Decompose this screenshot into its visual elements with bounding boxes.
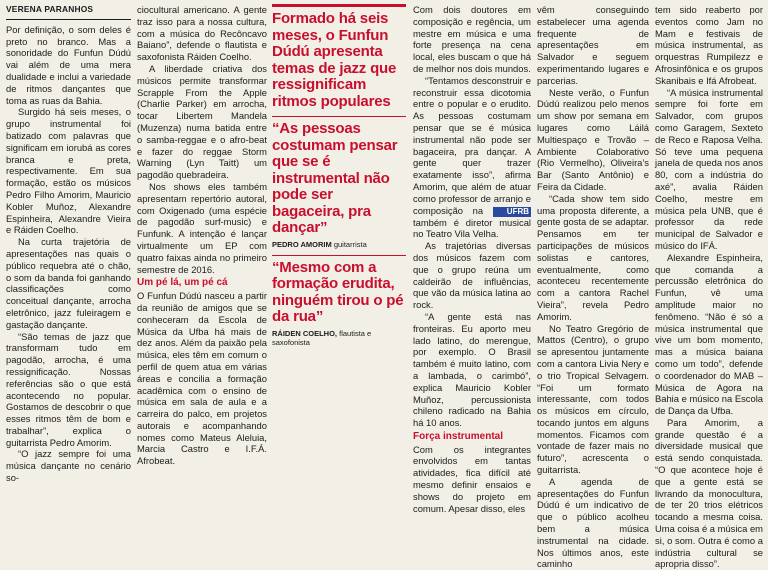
column-3-pullquotes — [272, 4, 406, 347]
paragraph: “A gente está nas fronteiras. Eu aporto meu lado latino, do merengue, por exemplo. O Brasil também é muito latino, com a lambada, o carimbó”, explica Mauricio Kobler Muñoz, percussionista chileno radicado na Bahia há 10 anos. — [413, 310, 531, 429]
pullquote-rule — [272, 4, 406, 7]
paragraph: As trajetórias diversas dos músicos fazem com que o grupo reúna um caldeirão de influências, que vão da música latina ao rock. — [413, 240, 531, 311]
paragraph: No Teatro Gregório de Mattos (Centro), o grupo se apresentou juntamente com a cantora Livia Nery e o trio Tropical Selvagem. “Foi um formato interessante, com todos os músicos em círculo, tocando juntos em alguns momentos. Ficamos com vontade de fazer mais no futuro”, acrescenta o guitarrista. — [537, 322, 649, 476]
column-6 — [655, 4, 763, 570]
paragraph: vêm conseguindo estabelecer uma agenda frequente de apresentações em Salvador e seguem experimentando lugares e parcerias. — [537, 4, 649, 86]
column-2 — [137, 4, 267, 467]
pullquote-divider — [272, 255, 406, 256]
paragraph: Nos shows eles também apresentam repertório autoral, com Oxigenado (uma espécie de pagodão surf-music) e Funfunk. A intenção é lançar virtualmente um EP com quatro faixas ainda no primeiro semestre de 2016. — [137, 180, 267, 275]
paragraph: tem sido reaberto por eventos como Jam no Mam e festivais de música instrumental, as orquestras Rumpilezz e Afrosinfônica e os grupos Skanibais e Ifá Afrobeat. — [655, 4, 763, 86]
paragraph: A agenda de apresentações do Funfun Dúdú é um indicativo de que o público acolheu bem a música instrumental na cidade. Nos últimos anos, este caminho — [537, 475, 649, 570]
pullquote-credit — [272, 329, 406, 347]
paragraph: Surgido há seis meses, o grupo instrumental foi batizado com palavras que significam em iorubá as cores branca e preta, respectivamente. Em sua formação, estão os músicos Pedro Filho Amorim, Mauricio Kobler Muñoz, Alexandre Espinheira, Alexandre Vieira e Ráiden Coelho. — [6, 106, 131, 236]
column-1 — [6, 4, 131, 484]
credit-name: RÁIDEN COELHO, — [272, 328, 338, 338]
byline: VERENA PARANHOS — [6, 4, 131, 20]
credit-role: flautista e saxofonista — [272, 328, 372, 347]
section-subhead: Força instrumental — [413, 430, 504, 442]
paragraph: ciocultural americano. A gente traz isso para a nossa cultura, com a música do Recôncavo Baiano”, defende o flautista e saxofonista Ráiden Coelho. — [137, 4, 267, 63]
paragraph: Para Amorim, a grande questão é a diversidade musical que está sendo conquistada. “O que acontece hoje é que a gente está se livrando da monocultura, de ter 20 trios elétricos tocando a mesma coisa. Uma coisa é a música em si, o som. Outra é como a indústria cultural se apropria disso”. — [655, 416, 763, 570]
paragraph — [413, 75, 531, 240]
column-5 — [537, 4, 649, 570]
pullquote-headline: Formado há seis meses, o Funfun Dúdú apresenta temas de jazz que ressignificam ritmos populares — [272, 10, 397, 110]
paragraph: Na curta trajetória de apresentações nas quais o público requebra até o chão, o som da banda foi ganhando classificações como conceitual dançante, arrocha eletrônico, jazz fuleiragem e gastação dançante. — [6, 236, 131, 330]
ufrb-logo: UFRB — [493, 207, 531, 217]
paragraph: “São temas de jazz que transformam tudo em pagodão, arrocha, é uma ressignificação. Nossas referências são o que está acontecendo no popular. Gostamos de descobrir o que esses ritmos têm de bom e trabalhar”, explica o guitarrista Pedro Amorim. — [6, 330, 131, 448]
section-subhead: Um pé lá, um pé cá — [137, 277, 228, 289]
pullquote-divider — [272, 116, 406, 117]
paragraph: “O jazz sempre foi uma música dançante no cenário so- — [6, 448, 131, 484]
paragraph: “A música instrumental sempre foi forte em Salvador, com grupos como Garagem, Sexteto de Reco e Raposa Velha. Só teve uma pequena janela de queda nos anos 80, com a indústria do axé”, avalia Ráiden Coelho, mestre em música pela UNB, que é professor da rede municipal de Salvador e músico do IFÁ. — [655, 86, 763, 251]
credit-role: guitarrista — [333, 239, 367, 249]
paragraph: Alexandre Espinheira, que comanda a percussão eletrônica do Funfun, vê uma amplitude maior no fenômeno. “Não é só a música instrumental que vive um bom momento, mas a música baiana como um todo”, defende o coordenador do MAB – Música de Agora na Bahia e músico na Escola de Dança da Ufba. — [655, 251, 763, 417]
paragraph: O Funfun Dúdú nasceu a partir da reunião de amigos que se conheceram da Escola de Música da Ufba há mais de dez anos. Além da paixão pela música, eles têm em comum o perfil de quem atua em várias áreas e concilia a formação acadêmica com o ensino de música em sala de aula e a carreira do palco, em projetos autorais e acompanhando nomes como Mateus Aleluia, Marcia Castro e I.F.Á. Afrobeat. — [137, 290, 267, 467]
paragraph: Neste verão, o Funfun Dúdú realizou pelo menos um show por semana em lugares como Láilá Multiespaço e Trovão – Ambiente Colaborativo (Rio Vermelho), Oliveira’s Bar (Santo Antônio) e Feira da Cidade. — [537, 86, 649, 192]
paragraph: A liberdade criativa dos músicos permite transformar Scrapple From the Apple (Charlie Parker) em arrocha, tocar Libertem Mandela (Muzenza) numa batida entre o samba-reggae e o afro-beat e fazer do reggae Storm Warning (Lyn Taitt) um pagodão quebradeira. — [137, 62, 267, 181]
paragraph: “Cada show tem sido uma proposta diferente, a gente gosta de se adaptar. Pensamos em ter participações de músicos solistas e cantores, eventualmente, como aconteceu recentemente com a cantora Rachel Vieira”, revela Pedro Amorim. — [537, 192, 649, 322]
paragraph-text: também é diretor musical no Teatro Vila Velha. — [413, 216, 531, 240]
pullquote-credit — [272, 240, 406, 249]
pullquote-amorim: “As pessoas costumam pensar que se é instrumental não pode ser bagaceira, pra dançar” — [272, 120, 398, 236]
paragraph: Por definição, o som deles é preto no branco. Mas a sonoridade do Funfun Dúdú vai além de uma mera dualidade e inclui a variedade de ritmos dançantes que toma as ruas da Bahia. — [6, 23, 131, 106]
paragraph-text: “Tentamos desconstruir e reconstruir essa dicotomia entre o popular e o erudito. As pessoas costumam pensar que se é música instrumental não pode ser bagaceira, pra dançar. A gente quer trazer exatamente isso”, afirma Amorim, que além de atuar como professor de arranjo e composição na — [413, 74, 531, 216]
paragraph: Com os integrantes envolvidos em tantas atividades, fica difícil até mesmo definir ensaios e shows do projeto em comum. Apesar disso, eles — [413, 443, 531, 514]
column-4 — [413, 4, 531, 514]
pullquote-coelho: “Mesmo com a formação erudita, ninguém tirou o pé da rua” — [272, 258, 404, 325]
paragraph: Com dois doutores em composição e regência, um mestre em música e uma forte presença na cena local, eles buscam o que há de melhor nos dois mundos. — [413, 4, 531, 74]
credit-name: PEDRO AMORIM — [272, 239, 332, 249]
